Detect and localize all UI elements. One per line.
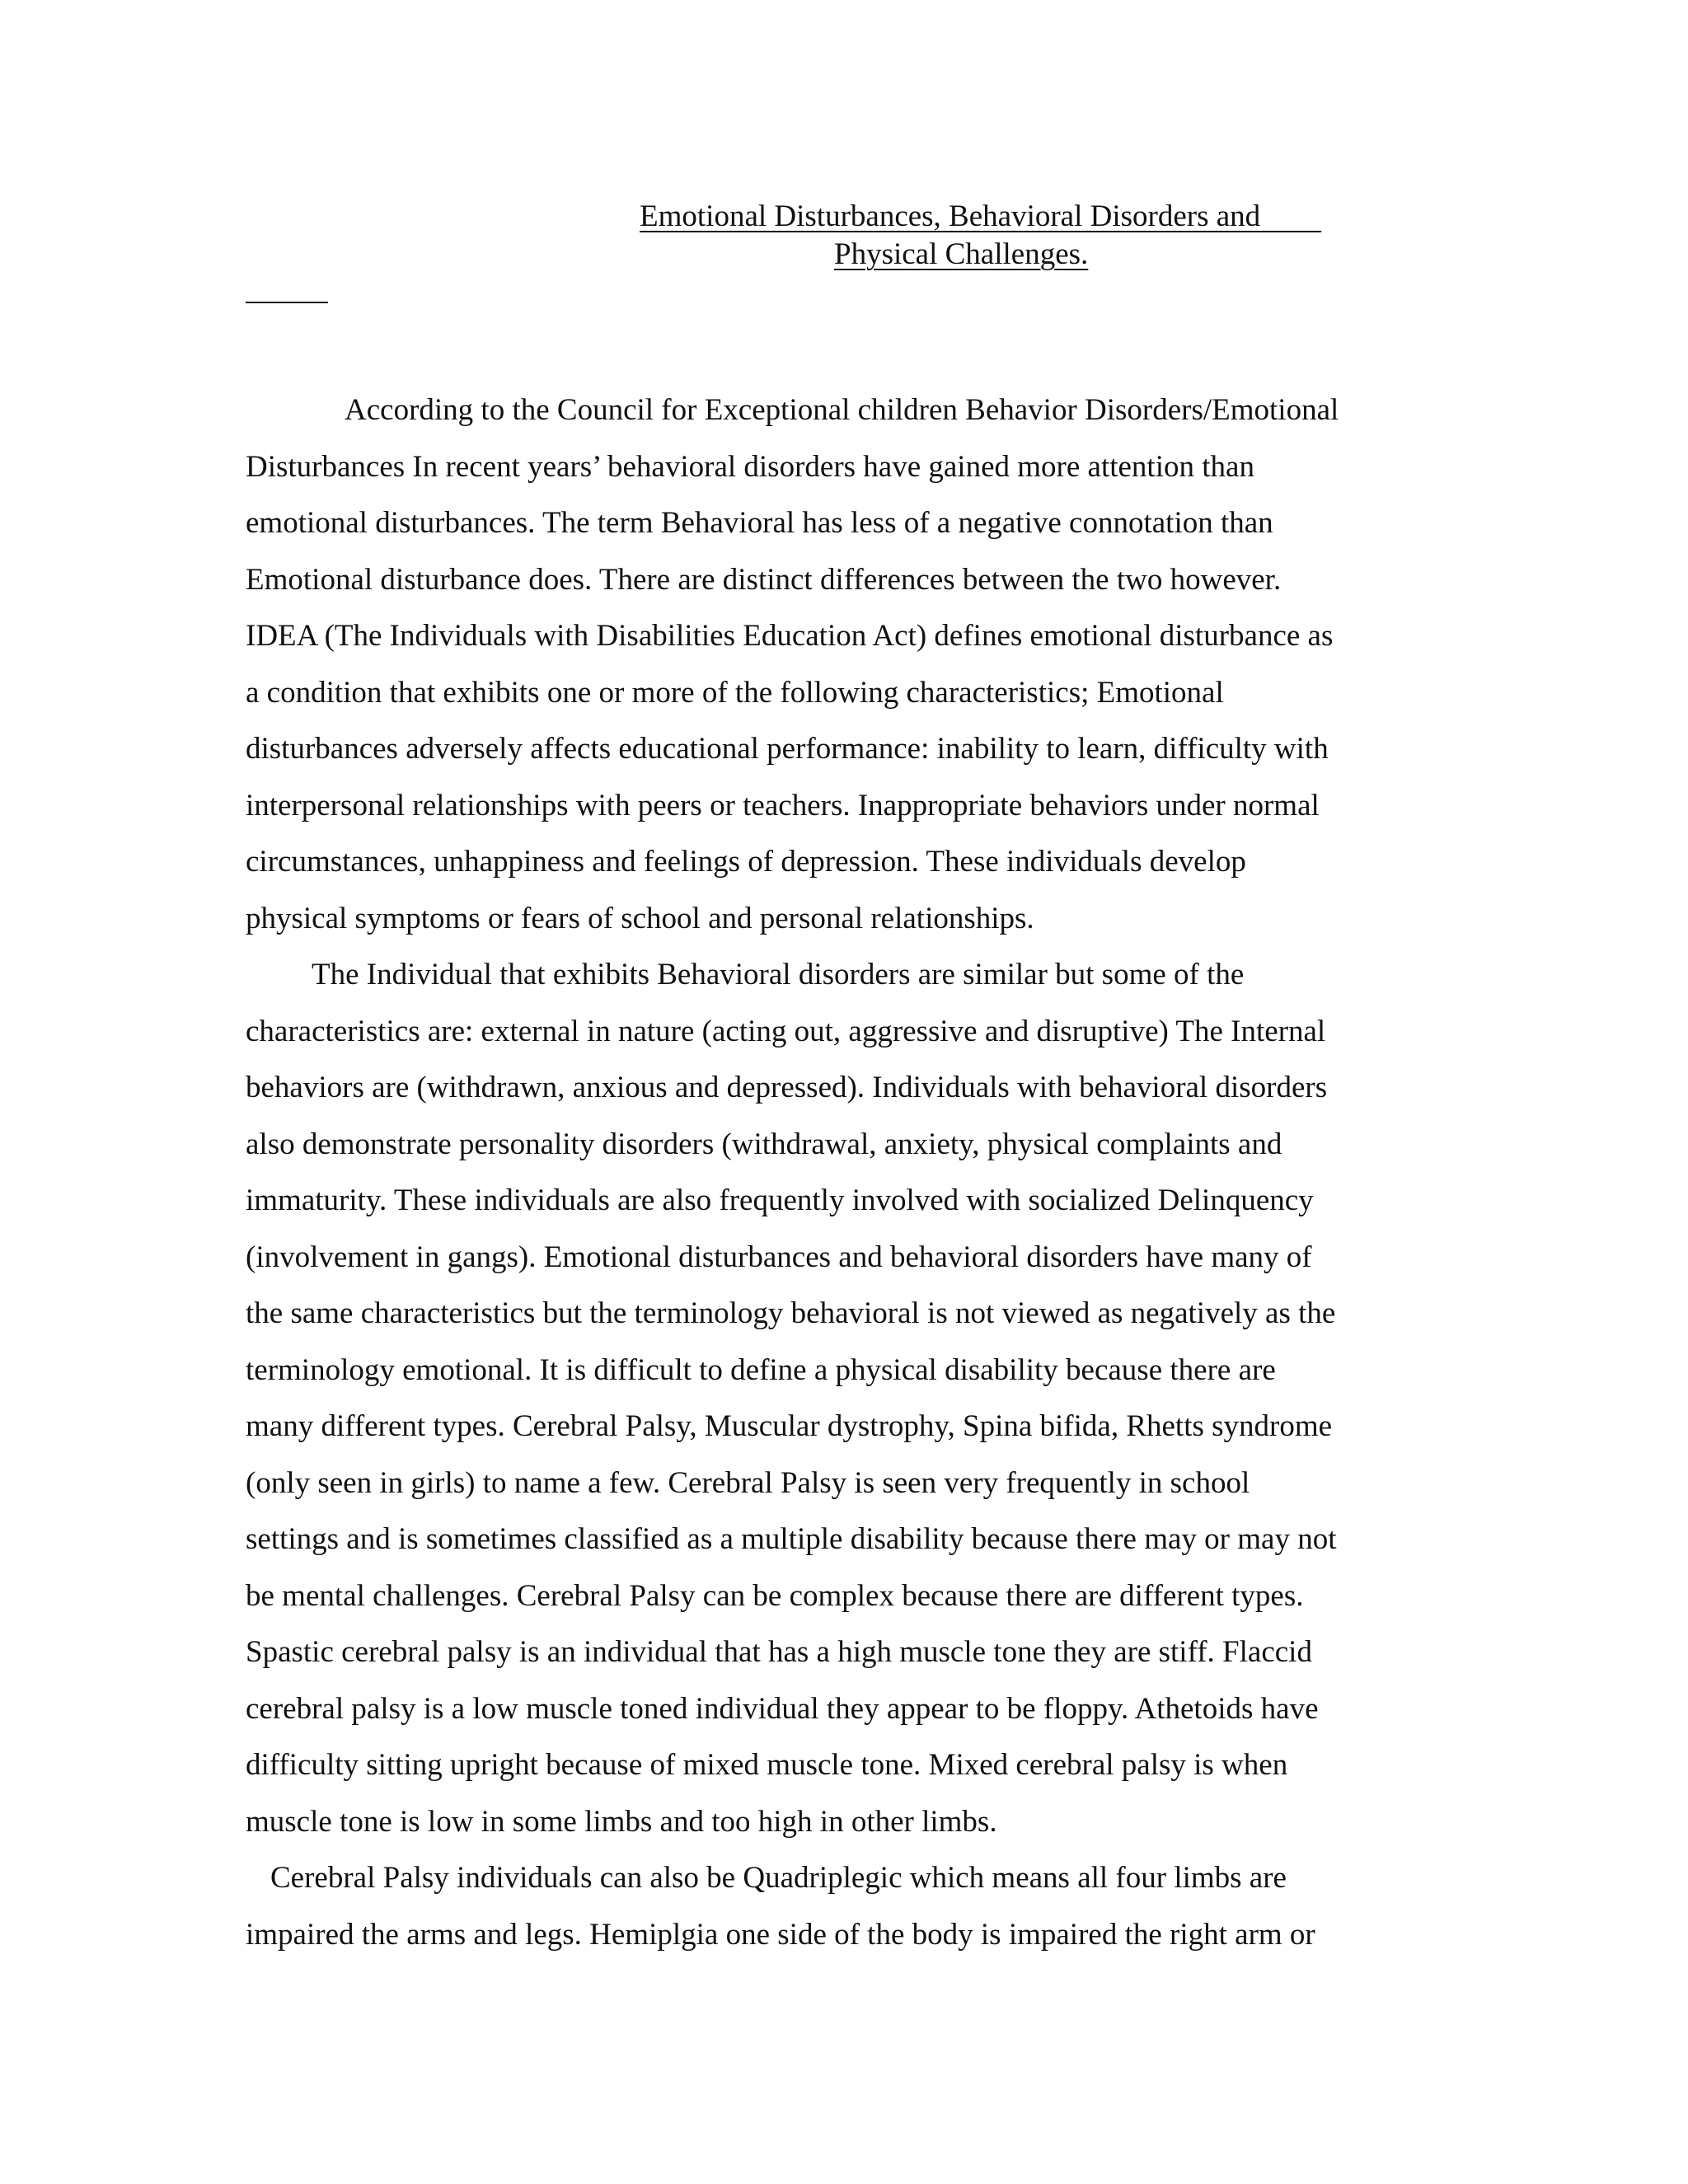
text-line: disturbances adversely affects educational performance: inability to learn, difficulty with bbox=[246, 732, 1329, 766]
text-line: circumstances, unhappiness and feelings of depression. These individuals develop bbox=[246, 845, 1246, 879]
paragraph-3 bbox=[246, 1850, 1442, 1963]
text-line: According to the Council for Exceptional children Behavior Disorders/Emotional bbox=[345, 393, 1339, 427]
text-line: characteristics are: external in nature (acting out, aggressive and disruptive) The Internal bbox=[246, 1014, 1326, 1048]
text-line: difficulty sitting upright because of mixed muscle tone. Mixed cerebral palsy is when bbox=[246, 1748, 1288, 1782]
text-line: emotional disturbances. The term Behavioral has less of a negative connotation than bbox=[246, 506, 1273, 540]
text-line: Spastic cerebral palsy is an individual that has a high muscle tone they are stiff. Flaccid bbox=[246, 1635, 1312, 1669]
text-line: impaired the arms and legs. Hemiplgia one side of the body is impaired the right arm or bbox=[246, 1917, 1315, 1952]
text-line: immaturity. These individuals are also frequently involved with socialized Delinquency bbox=[246, 1183, 1314, 1217]
text-line: behaviors are (withdrawn, anxious and depressed). Individuals with behavioral disorders bbox=[246, 1071, 1328, 1104]
text-line: muscle tone is low in some limbs and too high in other limbs. bbox=[246, 1804, 997, 1839]
text-line: be mental challenges. Cerebral Palsy can be complex because there are different types. bbox=[246, 1578, 1304, 1613]
underline-rule bbox=[246, 302, 328, 303]
text-line: cerebral palsy is a low muscle toned individual they appear to be floppy. Athetoids have bbox=[246, 1691, 1319, 1726]
title-line-2: Physical Challenges. bbox=[834, 237, 1089, 271]
paragraph-2 bbox=[246, 947, 1442, 1850]
text-line: settings and is sometimes classified as a multiple disability because there may or may not bbox=[246, 1522, 1337, 1556]
title-line-1: Emotional Disturbances, Behavioral Disorders and bbox=[640, 199, 1322, 233]
text-line: physical symptoms or fears of school and personal relationships. bbox=[246, 901, 1034, 935]
text-line: also demonstrate personality disorders (withdrawal, anxiety, physical complaints and bbox=[246, 1127, 1282, 1161]
text-line: (only seen in girls) to name a few. Cerebral Palsy is seen very frequently in school bbox=[246, 1465, 1250, 1500]
document-body bbox=[246, 382, 1442, 1963]
text-line: (involvement in gangs). Emotional disturbances and behavioral disorders have many of bbox=[246, 1240, 1312, 1274]
text-line: IDEA (The Individuals with Disabilities Education Act) defines emotional disturbance as bbox=[246, 619, 1334, 653]
text-line: many different types. Cerebral Palsy, Muscular dystrophy, Spina bifida, Rhetts syndrome bbox=[246, 1409, 1333, 1443]
text-line: Emotional disturbance does. There are distinct differences between the two however. bbox=[246, 562, 1282, 597]
text-line: The Individual that exhibits Behavioral disorders are similar but some of the bbox=[312, 958, 1245, 991]
text-line: Disturbances In recent years’ behavioral disorders have gained more attention than bbox=[246, 449, 1254, 484]
paragraph-1 bbox=[246, 382, 1442, 947]
text-line: interpersonal relationships with peers or teachers. Inappropriate behaviors under normal bbox=[246, 788, 1320, 823]
text-line: a condition that exhibits one or more of the following characteristics; Emotional bbox=[246, 675, 1224, 710]
text-line: the same characteristics but the terminology behavioral is not viewed as negatively as the bbox=[246, 1296, 1336, 1330]
text-line: Cerebral Palsy individuals can also be Quadriplegic which means all four limbs are bbox=[270, 1861, 1287, 1895]
text-line: terminology emotional. It is difficult to define a physical disability because there are bbox=[246, 1352, 1276, 1387]
